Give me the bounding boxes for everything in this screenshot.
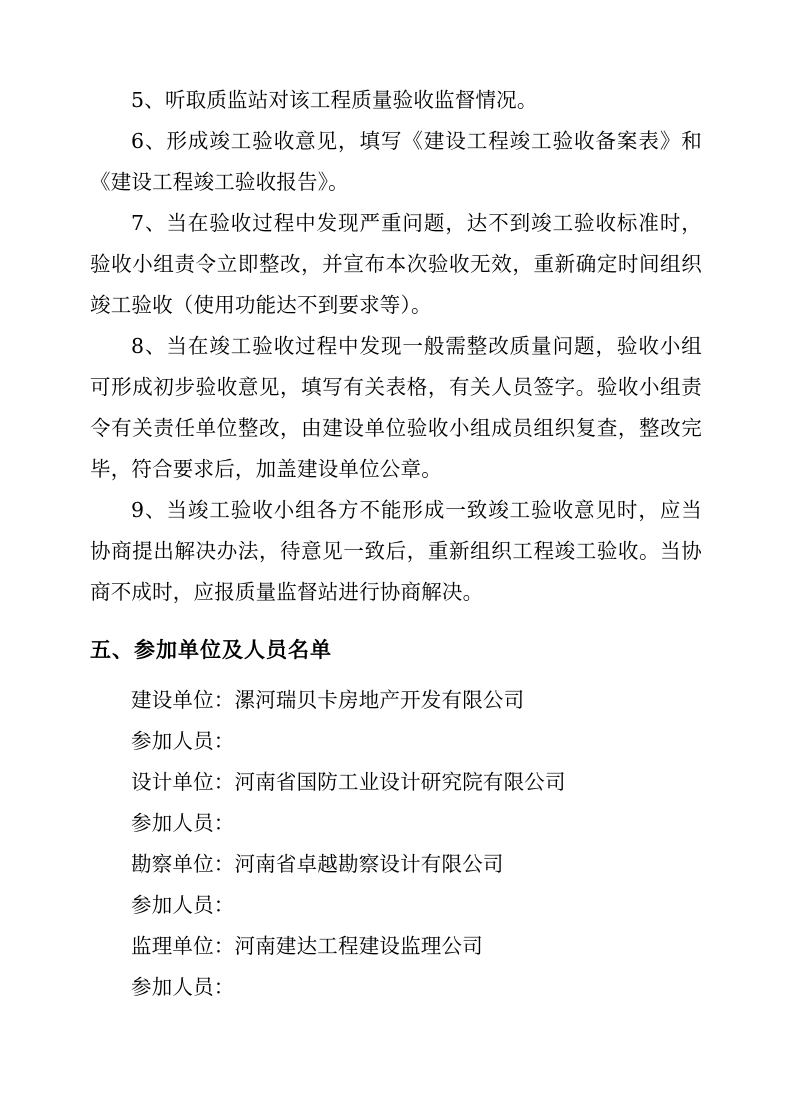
paragraph-9: 9、当竣工验收小组各方不能形成一致竣工验收意见时，应当协商提出解决办法，待意见一致后，重新组织工程竣工验收。当协商不成时，应报质量监督站进行协商解决。 (90, 498, 702, 604)
roster-line-construction-unit: 建设单位：漯河瑞贝卡房地产开发有限公司 (131, 688, 525, 712)
document-body (90, 80, 702, 1008)
paragraph-5: 5、听取质监站对该工程质量验收监督情况。 (131, 88, 538, 112)
paragraph-7: 7、当在验收过程中发现严重问题，达不到竣工验收标准时，验收小组责令立即整改，并宣布本次验收无效，重新确定时间组织竣工验收（使用功能达不到要求等）。 (90, 211, 702, 317)
participant-roster (90, 680, 702, 1008)
roster-line-supervision-unit: 监理单位：河南建达工程建设监理公司 (131, 934, 483, 958)
section-heading-participants: 五、参加单位及人员名单 (90, 637, 332, 662)
roster-line-construction-participants: 参加人员： (131, 729, 235, 753)
roster-line-supervision-participants: 参加人员： (131, 975, 235, 999)
roster-line-survey-participants: 参加人员： (131, 893, 235, 917)
paragraph-6: 6、形成竣工验收意见，填写《建设工程竣工验收备案表》和《建设工程竣工验收报告》。 (90, 129, 702, 194)
roster-line-design-unit: 设计单位：河南省国防工业设计研究院有限公司 (131, 770, 566, 794)
paragraph-8: 8、当在竣工验收过程中发现一般需整改质量问题，验收小组可形成初步验收意见，填写有关表格，有关人员签字。验收小组责令有关责任单位整改，由建设单位验收小组成员组织复查，整改完毕，符合要求后，加盖建设单位公章。 (90, 334, 702, 481)
roster-line-survey-unit: 勘察单位：河南省卓越勘察设计有限公司 (131, 852, 504, 876)
roster-line-design-participants: 参加人员： (131, 811, 235, 835)
